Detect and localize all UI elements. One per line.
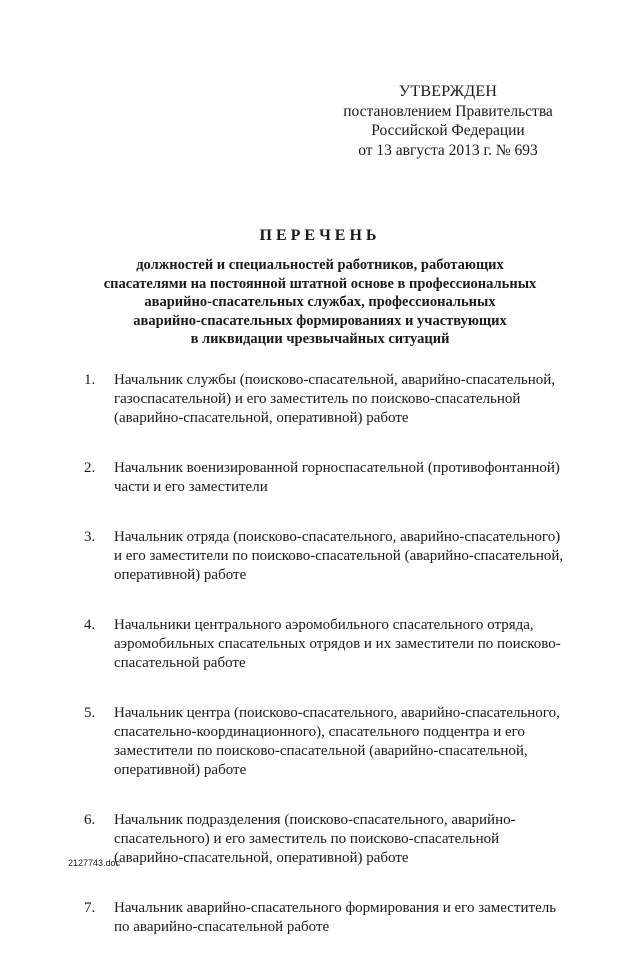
subtitle-line: должностей и специальностей работников, работающих [136, 257, 504, 273]
item-number: 2. [84, 460, 96, 476]
item-number: 4. [84, 617, 96, 633]
item-line: оперативной) работе [114, 567, 247, 583]
list-item [84, 616, 584, 673]
document-file-code: 2127743.doc [68, 858, 121, 868]
item-line: и его заместители по поисково-спасательной (аварийно-спасательной, [114, 548, 564, 564]
item-line: спасательной работе [114, 655, 246, 671]
document-title: ПЕРЕЧЕНЬ [259, 227, 381, 244]
item-line: Начальники центрального аэромобильного спасательного отряда, [114, 617, 534, 633]
item-number: 1. [84, 372, 96, 388]
item-number: 5. [84, 705, 96, 721]
item-line: оперативной) работе [114, 762, 247, 778]
item-line: спасательного) и его заместитель по поисково-спасательной [114, 831, 500, 847]
list-item [84, 371, 584, 428]
subtitle-line: аварийно-спасательных формированиях и участвующих [133, 312, 507, 329]
item-line: по аварийно-спасательной работе [114, 919, 330, 935]
item-line: спасательно-координационного), спасательного подцентра и его [114, 724, 525, 740]
approval-line: постановлением Правительства [343, 102, 553, 120]
item-line: Начальник службы (поисково-спасательной, аварийно-спасательной, [114, 372, 556, 388]
item-line: (аварийно-спасательной, оперативной) работе [114, 850, 409, 866]
item-line: Начальник подразделения (поисково-спасательного, аварийно- [114, 812, 516, 828]
list-item [84, 704, 584, 780]
item-line: аэромобильных спасательных отрядов и их заместители по поисково- [114, 636, 561, 652]
list-item [84, 459, 584, 497]
item-line: Начальник военизированной горноспасательной (противофонтанной) [114, 460, 560, 476]
item-number: 6. [84, 812, 96, 828]
list-item [84, 811, 584, 868]
document-subtitle [80, 256, 560, 349]
subtitle-line: спасателями на постоянной штатной основе в профессиональных [103, 275, 537, 292]
item-line: Начальник аварийно-спасательного формирования и его заместитель [114, 900, 557, 916]
approval-line: Российской Федерации [371, 122, 525, 139]
item-line: части и его заместители [114, 479, 268, 495]
item-line: заместители по поисково-спасательной (аварийно-спасательной, [114, 743, 528, 759]
list-item [84, 528, 584, 585]
item-number: 7. [84, 900, 96, 916]
item-line: газоспасательной) и его заместитель по поисково-спасательной [114, 391, 521, 407]
subtitle-line: в ликвидации чрезвычайных ситуаций [190, 331, 450, 348]
item-line: (аварийно-спасательной, оперативной) работе [114, 410, 409, 426]
subtitle-line: аварийно-спасательных службах, профессиональных [144, 294, 496, 311]
approval-block [318, 82, 578, 160]
positions-list [84, 371, 584, 968]
item-line: Начальник центра (поисково-спасательного, аварийно-спасательного, [114, 705, 560, 721]
item-line: Начальник отряда (поисково-спасательного, аварийно-спасательного) [114, 529, 561, 545]
approval-date-line: от 13 августа 2013 г. № 693 [358, 141, 538, 159]
approved-heading: УТВЕРЖДЕН [398, 83, 498, 100]
item-number: 3. [84, 529, 96, 545]
